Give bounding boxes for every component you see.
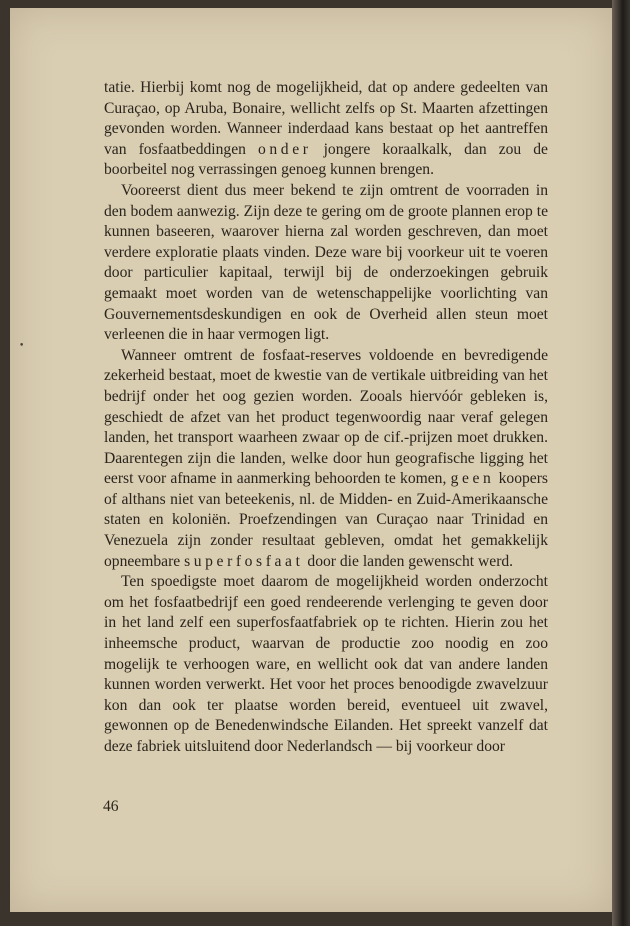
text-run: Wanneer omtrent de fosfaat-reserves voldoende en bevredigende zekerheid bestaat, moet de kwestie van de vertikale uitbreiding van het bedrijf onder het oog gezien worden. Zooals hiervóór gebleken is, geschiedt de afzet van het product tegenwoordig naar veraf gelegen landen, het transport waarheen zwaar op de cif.-prijzen moet drukken. Daarentegen zijn die landen, welke door hun geografische ligging het eerst voor afname in aanmerking behoorden te komen,	[104, 346, 548, 488]
paragraph-3	[104, 346, 548, 573]
text-run: koopers of althans niet van beteekenis, nl. de Midden- en Zuid-Amerikaansche staten en koloniën. Proefzendingen van Curaçao naar Trinidad en Venezuela zijn zonder resultaat gebleven, omdat het gemakkelijk opneembare	[104, 470, 548, 570]
text-run: Vooreerst dient dus meer bekend te zijn omtrent de voorraden in den bodem aanwezig. Zijn deze te gering om de groote plannen erop te kunnen baseeren, waarover hierna zal worden geschreven, dan moet verdere exploratie plaats vinden. Deze ware bij voorkeur uit te voeren door particulier kapitaal, terwijl bij de onderzoekingen gebruik gemaakt moet worden van de wetenschappelijke voorlichting van Gouvernementsdeskundigen en ook de Overheid allen steun moet verleenen die in haar vermogen ligt.	[104, 181, 548, 344]
book-spine-edge	[612, 0, 630, 926]
page-number: 46	[103, 798, 119, 815]
body-text	[104, 78, 548, 758]
text-run: jongere koraalkalk, dan zou de boorbeitel nog verrassingen genoeg kunnen brengen.	[104, 140, 548, 179]
paragraph-2	[104, 181, 548, 346]
paragraph-4	[104, 572, 548, 757]
emphasis-spaced: geen	[450, 470, 495, 488]
emphasis-spaced: onder	[258, 140, 312, 158]
emphasis-spaced: superfosfaat	[184, 552, 304, 570]
paragraph-1	[104, 78, 548, 181]
text-run: door die landen gewenscht werd.	[303, 552, 514, 570]
text-run: tatie. Hierbij komt nog de mogelijkheid, dat op andere gedeelten van Curaçao, op Aruba, Bonaire, wellicht zelfs op St. Maarten afzettingen gevonden worden. Wanneer inderdaad kans bestaat op het aantreffen van fosfaatbeddingen	[104, 79, 548, 158]
margin-mark: •	[19, 341, 25, 351]
text-run: Ten spoedigste moet daarom de mogelijkheid worden onderzocht om het fosfaatbedrijf een goed rendeerende verlenging te geven door in het land zelf een superfosfaatfabriek op te richten. Hierin zou het inheemsche product, waarvan de productie zoo noodig en zoo mogelijk te verhoogen ware, en wellicht ook dat van andere landen kunnen worden verwerkt. Het voor het proces benoodigde zwavelzuur kon dan ook ter plaatse worden bereid, eventueel uit zwavel, gewonnen op de Benedenwindsche Eilanden. Het spreekt vanzelf dat deze fabriek uitsluitend door Nederlandsch — bij voorkeur door	[104, 573, 548, 755]
